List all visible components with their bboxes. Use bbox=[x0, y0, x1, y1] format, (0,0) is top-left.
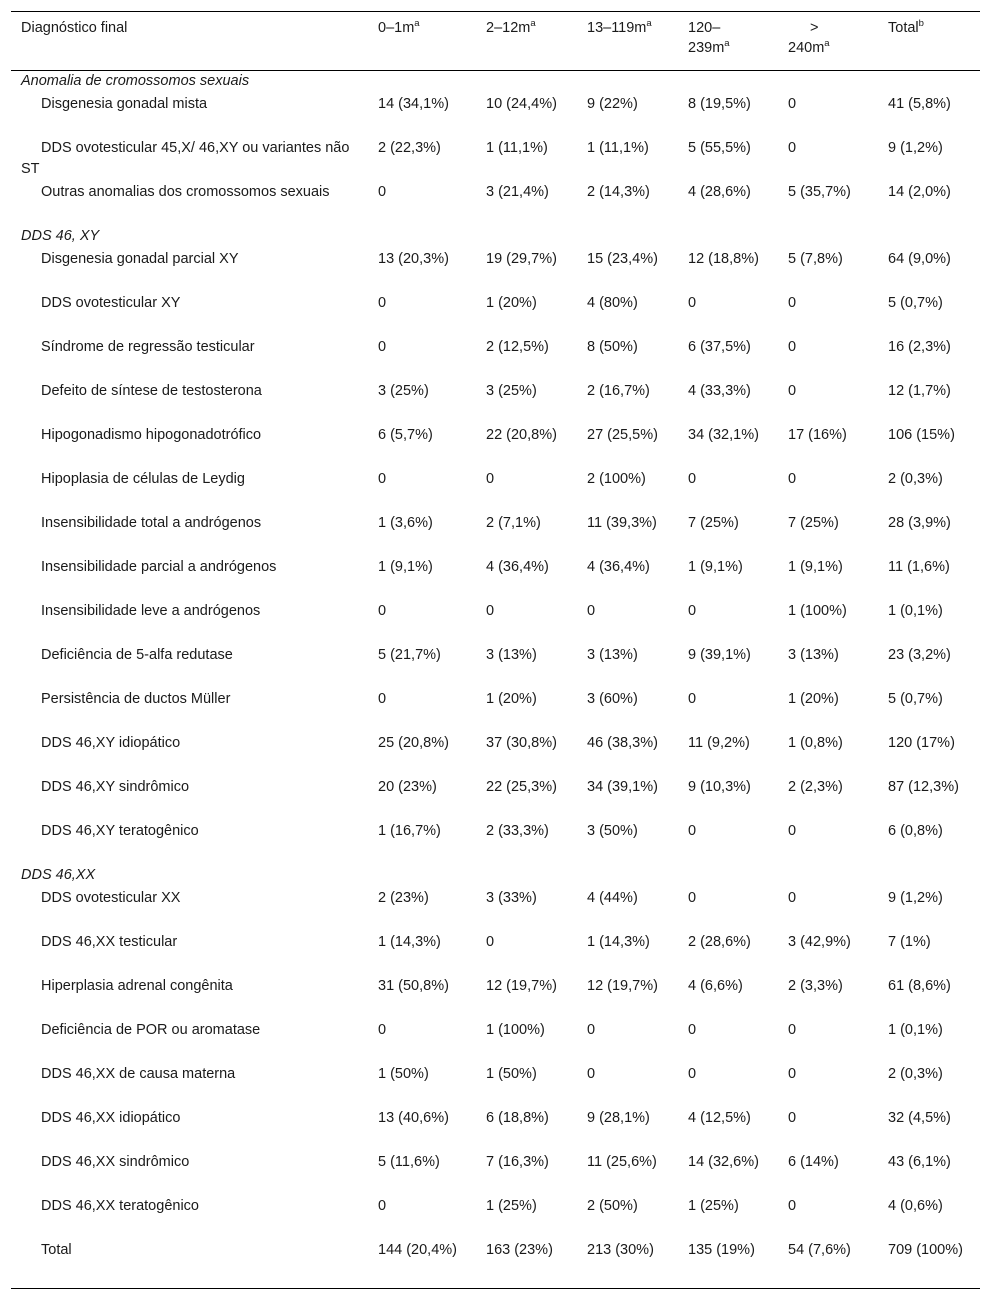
cell: 9 (10,3%) bbox=[688, 779, 751, 795]
cell: 2 (3,3%) bbox=[788, 978, 843, 994]
row-label: DDS 46,XX testicular bbox=[41, 934, 178, 950]
cell: 2 (33,3%) bbox=[486, 823, 549, 839]
cell: 0 bbox=[378, 1022, 387, 1038]
row-label: Persistência de ductos Müller bbox=[41, 691, 231, 707]
header-total: Total$^b$ bbox=[888, 18, 924, 36]
cell: 9 (28,1%) bbox=[587, 1110, 650, 1126]
cell-total: 41 (5,8%) bbox=[888, 96, 951, 112]
row-label: DDS 46,XX teratogênico bbox=[41, 1198, 199, 1214]
cell: 4 (12,5%) bbox=[688, 1110, 751, 1126]
row-label: Hipoplasia de células de Leydig bbox=[41, 471, 245, 487]
cell: 0 bbox=[788, 1198, 797, 1214]
section-title: Anomalia de cromossomos sexuais bbox=[21, 73, 250, 89]
cell: 19 (29,7%) bbox=[486, 251, 557, 267]
cell-total: 14 (2,0%) bbox=[888, 184, 951, 200]
row-label: Defeito de síntese de testosterona bbox=[41, 383, 262, 399]
row-label: Outras anomalias dos cromossomos sexuais bbox=[41, 184, 330, 200]
row-label: Insensibilidade leve a andrógenos bbox=[41, 603, 261, 619]
table-row bbox=[11, 601, 980, 645]
table-row bbox=[11, 1108, 980, 1152]
cell: 1 (14,3%) bbox=[587, 934, 650, 950]
cell: 1 (50%) bbox=[378, 1066, 429, 1082]
cell-total: 5 (0,7%) bbox=[888, 691, 943, 707]
cell: 1 (50%) bbox=[486, 1066, 537, 1082]
table-row bbox=[11, 932, 980, 976]
header-age-over-240m: > $240m^a$ bbox=[788, 20, 830, 56]
row-label: DDS 46,XY idiopático bbox=[41, 735, 181, 751]
cell-total: 120 (17%) bbox=[888, 735, 955, 751]
cell: 1 (20%) bbox=[486, 691, 537, 707]
row-label: Disgenesia gonadal parcial XY bbox=[41, 251, 239, 267]
cell: 5 (7,8%) bbox=[788, 251, 843, 267]
cell: 163 (23%) bbox=[486, 1242, 553, 1258]
cell: 0 bbox=[587, 1022, 596, 1038]
cell: 13 (20,3%) bbox=[378, 251, 449, 267]
cell: 2 (16,7%) bbox=[587, 383, 650, 399]
cell: 2 (28,6%) bbox=[688, 934, 751, 950]
cell: 0 bbox=[788, 339, 797, 355]
cell: 0 bbox=[788, 140, 797, 156]
cell: 34 (32,1%) bbox=[688, 427, 759, 443]
cell: 0 bbox=[378, 1198, 387, 1214]
cell-total: 5 (0,7%) bbox=[888, 295, 943, 311]
diagnosis-table bbox=[11, 11, 980, 1289]
cell-total: 1 (0,1%) bbox=[888, 603, 943, 619]
cell: 4 (6,6%) bbox=[688, 978, 743, 994]
table-row bbox=[11, 138, 980, 182]
cell: 15 (23,4%) bbox=[587, 251, 658, 267]
row-label: DDS 46,XY sindrômico bbox=[41, 779, 190, 795]
table-row bbox=[11, 733, 980, 777]
cell: 0 bbox=[486, 934, 495, 950]
cell: 0 bbox=[688, 603, 697, 619]
cell: 0 bbox=[788, 96, 797, 112]
cell: 2 (100%) bbox=[587, 471, 646, 487]
cell: 1 (16,7%) bbox=[378, 823, 441, 839]
cell: 11 (25,6%) bbox=[587, 1154, 657, 1170]
cell: 5 (55,5%) bbox=[688, 140, 751, 156]
header-age-0-1m: $0-1m^a$ bbox=[378, 18, 420, 36]
cell: 0 bbox=[378, 295, 387, 311]
table-row bbox=[11, 425, 980, 469]
cell-total: 2 (0,3%) bbox=[888, 471, 943, 487]
cell: 1 (9,1%) bbox=[378, 559, 433, 575]
cell: 4 (28,6%) bbox=[688, 184, 751, 200]
table-row bbox=[11, 777, 980, 821]
cell: 0 bbox=[688, 1066, 697, 1082]
cell: 2 (12,5%) bbox=[486, 339, 549, 355]
cell: 3 (33%) bbox=[486, 890, 537, 906]
row-label: DDS 46,XX idiopático bbox=[41, 1110, 181, 1126]
cell: 3 (25%) bbox=[486, 383, 537, 399]
cell: 4 (33,3%) bbox=[688, 383, 751, 399]
cell: 5 (35,7%) bbox=[788, 184, 851, 200]
cell: 8 (19,5%) bbox=[688, 96, 751, 112]
cell: 135 (19%) bbox=[688, 1242, 755, 1258]
cell: 3 (21,4%) bbox=[486, 184, 549, 200]
total-row bbox=[11, 1240, 980, 1289]
table-body bbox=[11, 71, 980, 1289]
cell-total: 4 (0,6%) bbox=[888, 1198, 943, 1214]
section-row-sex-chromosome bbox=[11, 71, 980, 95]
cell: 13 (40,6%) bbox=[378, 1110, 449, 1126]
cell: 0 bbox=[788, 823, 797, 839]
cell-total: 106 (15%) bbox=[888, 427, 955, 443]
table-header bbox=[11, 12, 980, 71]
cell: 0 bbox=[788, 1110, 797, 1126]
table-row bbox=[11, 1020, 980, 1064]
cell: 1 (9,1%) bbox=[788, 559, 843, 575]
cell: 11 (9,2%) bbox=[688, 735, 750, 751]
cell: 144 (20,4%) bbox=[378, 1242, 457, 1258]
cell-total: 9 (1,2%) bbox=[888, 890, 943, 906]
header-age-13-119m: $13-119m^a$ bbox=[587, 18, 652, 36]
row-label: DDS 46,XY teratogênico bbox=[41, 823, 199, 839]
row-label: DDS 46,XX sindrômico bbox=[41, 1154, 190, 1170]
cell: 0 bbox=[788, 1022, 797, 1038]
cell: 2 (50%) bbox=[587, 1198, 638, 1214]
cell: 1 (20%) bbox=[788, 691, 839, 707]
table-row bbox=[11, 557, 980, 601]
cell: 12 (19,7%) bbox=[587, 978, 658, 994]
cell: 1 (0,8%) bbox=[788, 735, 843, 751]
cell: 6 (18,8%) bbox=[486, 1110, 549, 1126]
cell-total: 6 (0,8%) bbox=[888, 823, 943, 839]
cell: 0 bbox=[587, 603, 596, 619]
diagnosis-table-container bbox=[11, 11, 980, 1289]
section-title: DDS 46,XX bbox=[21, 867, 96, 883]
cell: 17 (16%) bbox=[788, 427, 847, 443]
cell: 1 (25%) bbox=[486, 1198, 537, 1214]
cell: 6 (37,5%) bbox=[688, 339, 751, 355]
cell-total: 11 (1,6%) bbox=[888, 559, 950, 575]
cell: 14 (32,6%) bbox=[688, 1154, 759, 1170]
cell: 7 (16,3%) bbox=[486, 1154, 549, 1170]
section-row-dds-46xy bbox=[11, 226, 980, 249]
cell: 31 (50,8%) bbox=[378, 978, 449, 994]
cell: 0 bbox=[378, 184, 387, 200]
table-row bbox=[11, 1064, 980, 1108]
row-label: Disgenesia gonadal mista bbox=[41, 96, 208, 112]
cell-total: 12 (1,7%) bbox=[888, 383, 951, 399]
cell: 0 bbox=[688, 823, 697, 839]
cell: 213 (30%) bbox=[587, 1242, 654, 1258]
cell: 0 bbox=[788, 1066, 797, 1082]
table-row bbox=[11, 1196, 980, 1240]
cell-total: 2 (0,3%) bbox=[888, 1066, 943, 1082]
table-row bbox=[11, 293, 980, 337]
row-label: Síndrome de regressão testicular bbox=[41, 339, 255, 355]
cell: 6 (14%) bbox=[788, 1154, 839, 1170]
cell: 0 bbox=[688, 691, 697, 707]
cell: 34 (39,1%) bbox=[587, 779, 658, 795]
cell-total: 1 (0,1%) bbox=[888, 1022, 943, 1038]
cell-total: 61 (8,6%) bbox=[888, 978, 951, 994]
section-title: DDS 46, XY bbox=[21, 228, 100, 244]
cell: 3 (60%) bbox=[587, 691, 638, 707]
cell: 0 bbox=[587, 1066, 596, 1082]
cell: 54 (7,6%) bbox=[788, 1242, 851, 1258]
table-row bbox=[11, 469, 980, 513]
row-label: Deficiência de POR ou aromatase bbox=[41, 1022, 261, 1038]
table-row bbox=[11, 337, 980, 381]
cell: 12 (19,7%) bbox=[486, 978, 557, 994]
cell: 20 (23%) bbox=[378, 779, 437, 795]
cell: 2 (7,1%) bbox=[486, 515, 541, 531]
cell-total: 87 (12,3%) bbox=[888, 779, 959, 795]
cell: 3 (13%) bbox=[788, 647, 839, 663]
header-row bbox=[11, 12, 980, 71]
cell: 1 (25%) bbox=[688, 1198, 739, 1214]
cell: 27 (25,5%) bbox=[587, 427, 658, 443]
cell: 3 (13%) bbox=[486, 647, 537, 663]
cell: 0 bbox=[486, 603, 495, 619]
cell-total: 28 (3,9%) bbox=[888, 515, 951, 531]
cell: 11 (39,3%) bbox=[587, 515, 657, 531]
row-label: DDS ovotesticular XY bbox=[41, 295, 181, 311]
table-row bbox=[11, 645, 980, 689]
cell-total: 43 (6,1%) bbox=[888, 1154, 951, 1170]
cell: 4 (36,4%) bbox=[587, 559, 650, 575]
cell: 22 (20,8%) bbox=[486, 427, 557, 443]
cell: 25 (20,8%) bbox=[378, 735, 449, 751]
cell: 0 bbox=[378, 691, 387, 707]
cell: 0 bbox=[486, 471, 495, 487]
cell: 1 (9,1%) bbox=[688, 559, 743, 575]
row-label: DDS ovotesticular XX bbox=[41, 890, 181, 906]
table-row bbox=[11, 182, 980, 226]
table-row bbox=[11, 249, 980, 293]
cell: 12 (18,8%) bbox=[688, 251, 759, 267]
row-label: Hiperplasia adrenal congênita bbox=[41, 978, 233, 994]
table-row bbox=[11, 689, 980, 733]
row-label: DDS 46,XX de causa materna bbox=[41, 1066, 236, 1082]
cell: 5 (11,6%) bbox=[378, 1154, 440, 1170]
row-label: Deficiência de 5-alfa redutase bbox=[41, 647, 233, 663]
cell: 7 (25%) bbox=[688, 515, 739, 531]
cell: 2 (23%) bbox=[378, 890, 429, 906]
header-age-2-12m: $2-12m^a$ bbox=[486, 18, 536, 36]
cell: 2 (22,3%) bbox=[378, 140, 441, 156]
cell: 3 (42,9%) bbox=[788, 934, 851, 950]
cell: 6 (5,7%) bbox=[378, 427, 433, 443]
cell-total: 32 (4,5%) bbox=[888, 1110, 951, 1126]
cell: 0 bbox=[688, 1022, 697, 1038]
cell: 14 (34,1%) bbox=[378, 96, 449, 112]
row-label: DDS ovotesticular 45,X/ 46,XY ou variantes não ST bbox=[21, 140, 350, 177]
row-label: Insensibilidade parcial a andrógenos bbox=[41, 559, 277, 575]
table-row bbox=[11, 888, 980, 932]
cell: 1 (100%) bbox=[788, 603, 847, 619]
cell-total: 64 (9,0%) bbox=[888, 251, 951, 267]
cell: 8 (50%) bbox=[587, 339, 638, 355]
cell: 0 bbox=[688, 890, 697, 906]
cell: 3 (25%) bbox=[378, 383, 429, 399]
cell: 0 bbox=[378, 339, 387, 355]
cell: 4 (36,4%) bbox=[486, 559, 549, 575]
cell: 7 (25%) bbox=[788, 515, 839, 531]
table-row bbox=[11, 94, 980, 138]
cell: 4 (44%) bbox=[587, 890, 638, 906]
cell: 1 (14,3%) bbox=[378, 934, 441, 950]
table-row bbox=[11, 513, 980, 557]
cell-total: 709 (100%) bbox=[888, 1242, 963, 1258]
cell: 3 (50%) bbox=[587, 823, 638, 839]
cell: 10 (24,4%) bbox=[486, 96, 557, 112]
header-diagnosis: Diagnóstico final bbox=[21, 20, 128, 36]
cell: 2 (2,3%) bbox=[788, 779, 843, 795]
table-row bbox=[11, 821, 980, 865]
section-row-dds-46xx bbox=[11, 865, 980, 888]
row-label: Total bbox=[41, 1242, 72, 1258]
cell: 0 bbox=[788, 383, 797, 399]
cell-total: 23 (3,2%) bbox=[888, 647, 951, 663]
cell: 4 (80%) bbox=[587, 295, 638, 311]
cell: 37 (30,8%) bbox=[486, 735, 557, 751]
cell: 1 (100%) bbox=[486, 1022, 545, 1038]
cell: 1 (3,6%) bbox=[378, 515, 433, 531]
cell-total: 7 (1%) bbox=[888, 934, 931, 950]
cell: 0 bbox=[788, 890, 797, 906]
cell: 0 bbox=[378, 603, 387, 619]
cell: 1 (11,1%) bbox=[486, 140, 548, 156]
cell: 0 bbox=[788, 471, 797, 487]
cell: 1 (20%) bbox=[486, 295, 537, 311]
cell-total: 16 (2,3%) bbox=[888, 339, 951, 355]
table-row bbox=[11, 976, 980, 1020]
table-row bbox=[11, 381, 980, 425]
cell: 3 (13%) bbox=[587, 647, 638, 663]
cell: 1 (11,1%) bbox=[587, 140, 649, 156]
header-age-120-239m: 120– $239m^a$ bbox=[688, 20, 730, 56]
cell-total: 9 (1,2%) bbox=[888, 140, 943, 156]
cell: 0 bbox=[688, 295, 697, 311]
cell: 2 (14,3%) bbox=[587, 184, 650, 200]
cell: 0 bbox=[378, 471, 387, 487]
cell: 22 (25,3%) bbox=[486, 779, 557, 795]
table-row bbox=[11, 1152, 980, 1196]
row-label: Hipogonadismo hipogonadotrófico bbox=[41, 427, 262, 443]
cell: 5 (21,7%) bbox=[378, 647, 441, 663]
cell: 0 bbox=[688, 471, 697, 487]
cell: 9 (22%) bbox=[587, 96, 638, 112]
cell: 46 (38,3%) bbox=[587, 735, 658, 751]
cell: 0 bbox=[788, 295, 797, 311]
cell: 9 (39,1%) bbox=[688, 647, 751, 663]
row-label: Insensibilidade total a andrógenos bbox=[41, 515, 262, 531]
